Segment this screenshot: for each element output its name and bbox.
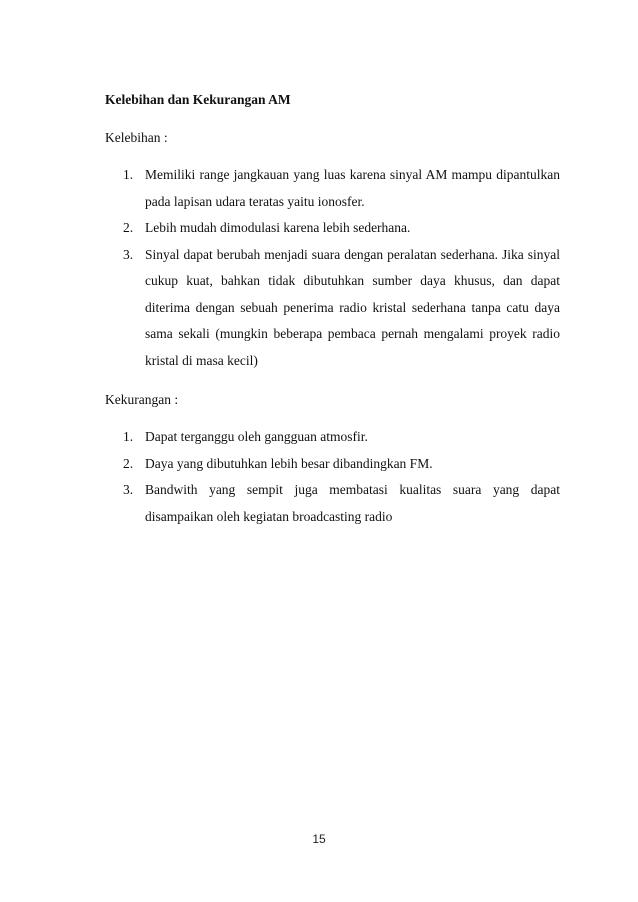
section-heading: Kelebihan dan Kekurangan AM xyxy=(105,92,291,107)
list-item-text: Lebih mudah dimodulasi karena lebih sederhana. xyxy=(145,220,411,235)
page-content xyxy=(105,86,560,542)
disadvantages-list xyxy=(105,424,560,530)
list-item-number: 3. xyxy=(123,246,134,262)
list-item-number: 2. xyxy=(123,220,134,235)
list-item xyxy=(123,242,560,375)
advantages-list xyxy=(105,162,560,374)
disadvantages-label: Kekurangan : xyxy=(105,392,179,407)
list-item-number: 1. xyxy=(123,429,134,444)
list-item-text: Dapat terganggu oleh gangguan atmosfir. xyxy=(145,429,368,444)
list-item xyxy=(123,215,560,242)
advantages-label: Kelebihan : xyxy=(105,130,168,145)
list-item xyxy=(123,451,560,478)
list-item-text: Sinyal dapat berubah menjadi suara dengan peralatan sederhana. Jika sinyal cukup kuat, bahkan tidak dibutuhkan sumber daya khusus, dan dapat diterima dengan sebuah penerima radio kristal sederhana tanpa catu daya sama sekali (mungkin beberapa pembaca pernah mengalami proyek radio kristal di masa kecil) xyxy=(145,246,560,368)
list-item-number: 3. xyxy=(123,482,134,497)
list-item-text: Daya yang dibutuhkan lebih besar dibandingkan FM. xyxy=(145,455,433,471)
list-item xyxy=(123,477,560,530)
list-item-text: Bandwith yang sempit juga membatasi kualitas suara yang dapat disampaikan oleh kegiatan broadcasting radio xyxy=(145,482,560,524)
list-item xyxy=(123,424,560,451)
list-item-text: Memiliki range jangkauan yang luas karena sinyal AM mampu dipantulkan pada lapisan udara teratas yaitu ionosfer. xyxy=(145,167,560,209)
list-item-number: 1. xyxy=(123,167,134,182)
list-item-number: 2. xyxy=(123,455,134,471)
list-item xyxy=(123,162,560,215)
page-number: 15 xyxy=(312,832,326,846)
